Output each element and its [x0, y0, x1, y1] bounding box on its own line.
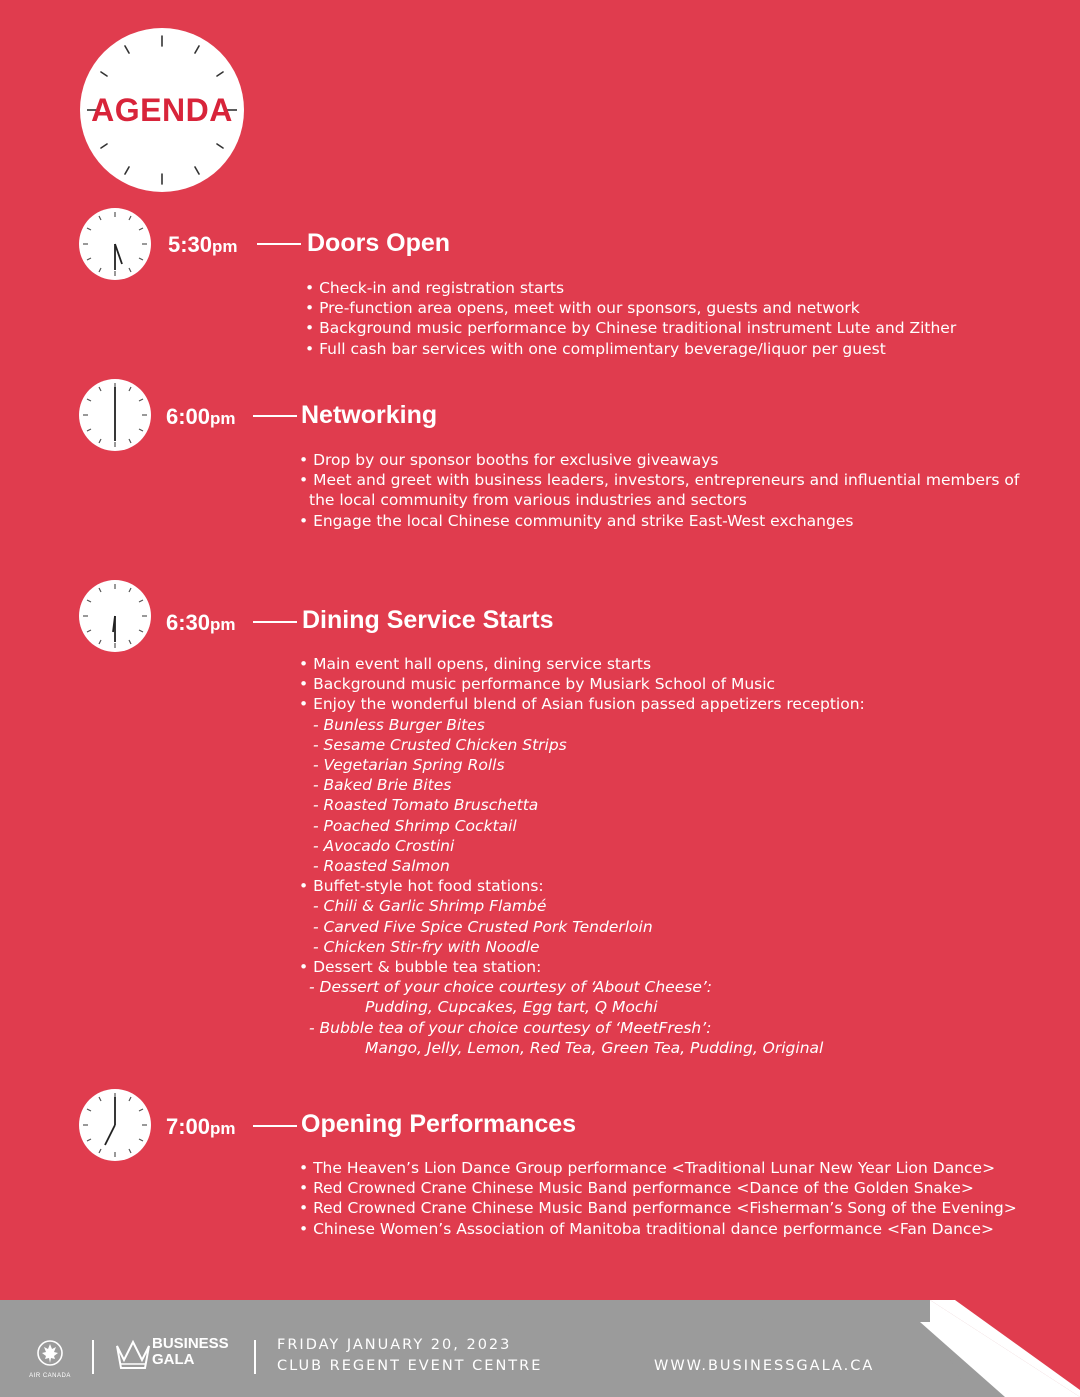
maple-leaf-icon [28, 1340, 72, 1368]
brand-name [152, 1336, 229, 1368]
divider-line [257, 243, 301, 245]
list-item: • Red Crowned Crane Chinese Music Band performance <Dance of the Golden Snake> [299, 1179, 974, 1198]
list-item: • Pre-function area opens, meet with our sponsors, guests and network [305, 299, 860, 318]
list-item: • Chinese Women’s Association of Manitoba traditional dance performance <Fan Dance> [299, 1219, 994, 1238]
section-heading: Doors Open [307, 229, 451, 257]
list-item: • Buffet-style hot food stations: [299, 877, 544, 896]
section-time: 7:00pm [166, 1114, 236, 1139]
list-item: • Background music performance by Musiark School of Music [299, 675, 776, 694]
list-item: - Baked Brie Bites [313, 776, 452, 795]
list-item: • Dessert & bubble tea station: [299, 958, 542, 977]
list-item: • Engage the local Chinese community and strike East-West exchanges [299, 511, 854, 530]
section-items [299, 654, 865, 1058]
section-items [299, 1158, 1017, 1239]
section-heading: Dining Service Starts [302, 606, 554, 634]
divider-line [253, 415, 297, 417]
list-item: Pudding, Cupcakes, Egg tart, Q Mochi [365, 998, 658, 1017]
divider-line [253, 621, 297, 623]
section-heading: Opening Performances [301, 1110, 577, 1138]
list-item: • Enjoy the wonderful blend of Asian fusion passed appetizers reception: [299, 695, 865, 714]
divider-line [253, 1125, 297, 1127]
clock-600-icon [79, 379, 151, 456]
list-item: - Carved Five Spice Crusted Pork Tenderloin [313, 917, 653, 936]
clock-530-icon [79, 208, 151, 285]
list-item: - Sesame Crusted Chicken Strips [313, 735, 567, 754]
list-item: • Red Crowned Crane Chinese Music Band performance <Fisherman’s Song of the Evening> [299, 1199, 1017, 1218]
list-item: - Bunless Burger Bites [313, 715, 485, 734]
list-item: - Dessert of your choice courtesy of ‘About Cheese’: [309, 978, 712, 997]
list-item: • Check-in and registration starts [305, 279, 565, 297]
event-venue: CLUB REGENT EVENT CENTRE [277, 1358, 543, 1374]
list-item: • Drop by our sponsor booths for exclusive giveaways [299, 451, 719, 469]
brand-line-2: GALA [152, 1351, 195, 1368]
list-item: - Poached Shrimp Cocktail [313, 816, 517, 835]
list-item: - Vegetarian Spring Rolls [313, 756, 505, 775]
list-item: • Full cash bar services with one complimentary beverage/liquor per guest [305, 339, 886, 358]
air-canada-logo [28, 1340, 72, 1380]
event-date: FRIDAY JANUARY 20, 2023 [277, 1337, 512, 1353]
section-time: 6:00pm [166, 404, 236, 429]
footer-divider [254, 1340, 256, 1374]
footer-banner [0, 1280, 1080, 1397]
section-items [299, 450, 1019, 531]
section-heading: Networking [301, 401, 438, 429]
list-item: • The Heaven’s Lion Dance Group performance <Traditional Lunar New Year Lion Dance> [299, 1159, 996, 1177]
brand-line-1: BUSINESS [152, 1335, 229, 1352]
clock-700-icon [79, 1089, 151, 1166]
website-link[interactable]: WWW.BUSINESSGALA.CA [654, 1358, 875, 1374]
airline-name: AIR CANADA [29, 1373, 71, 1379]
section-time: 5:30pm [168, 232, 238, 257]
crown-icon [114, 1338, 152, 1372]
list-item: the local community from various industries and sectors [309, 491, 747, 510]
list-item: Mango, Jelly, Lemon, Red Tea, Green Tea, Pudding, Original [365, 1038, 824, 1057]
section-time: 6:30pm [166, 610, 236, 635]
agenda-clock-badge [79, 28, 245, 192]
list-item: - Roasted Tomato Bruschetta [313, 796, 539, 815]
list-item: - Chili & Garlic Shrimp Flambé [313, 897, 547, 916]
list-item: - Bubble tea of your choice courtesy of ‘MeetFresh’: [309, 1018, 712, 1037]
list-item: - Avocado Crostini [313, 836, 455, 855]
list-item: - Chicken Stir-fry with Noodle [313, 937, 540, 956]
list-item: • Meet and greet with business leaders, investors, entrepreneurs and influential members of [299, 471, 1020, 490]
clock-630-icon [79, 580, 151, 657]
footer-divider [92, 1340, 94, 1374]
section-items [305, 278, 956, 359]
list-item: - Roasted Salmon [313, 857, 450, 876]
page-title: AGENDA [91, 91, 233, 128]
list-item: • Main event hall opens, dining service starts [299, 655, 652, 673]
list-item: • Background music performance by Chinese traditional instrument Lute and Zither [305, 319, 957, 338]
